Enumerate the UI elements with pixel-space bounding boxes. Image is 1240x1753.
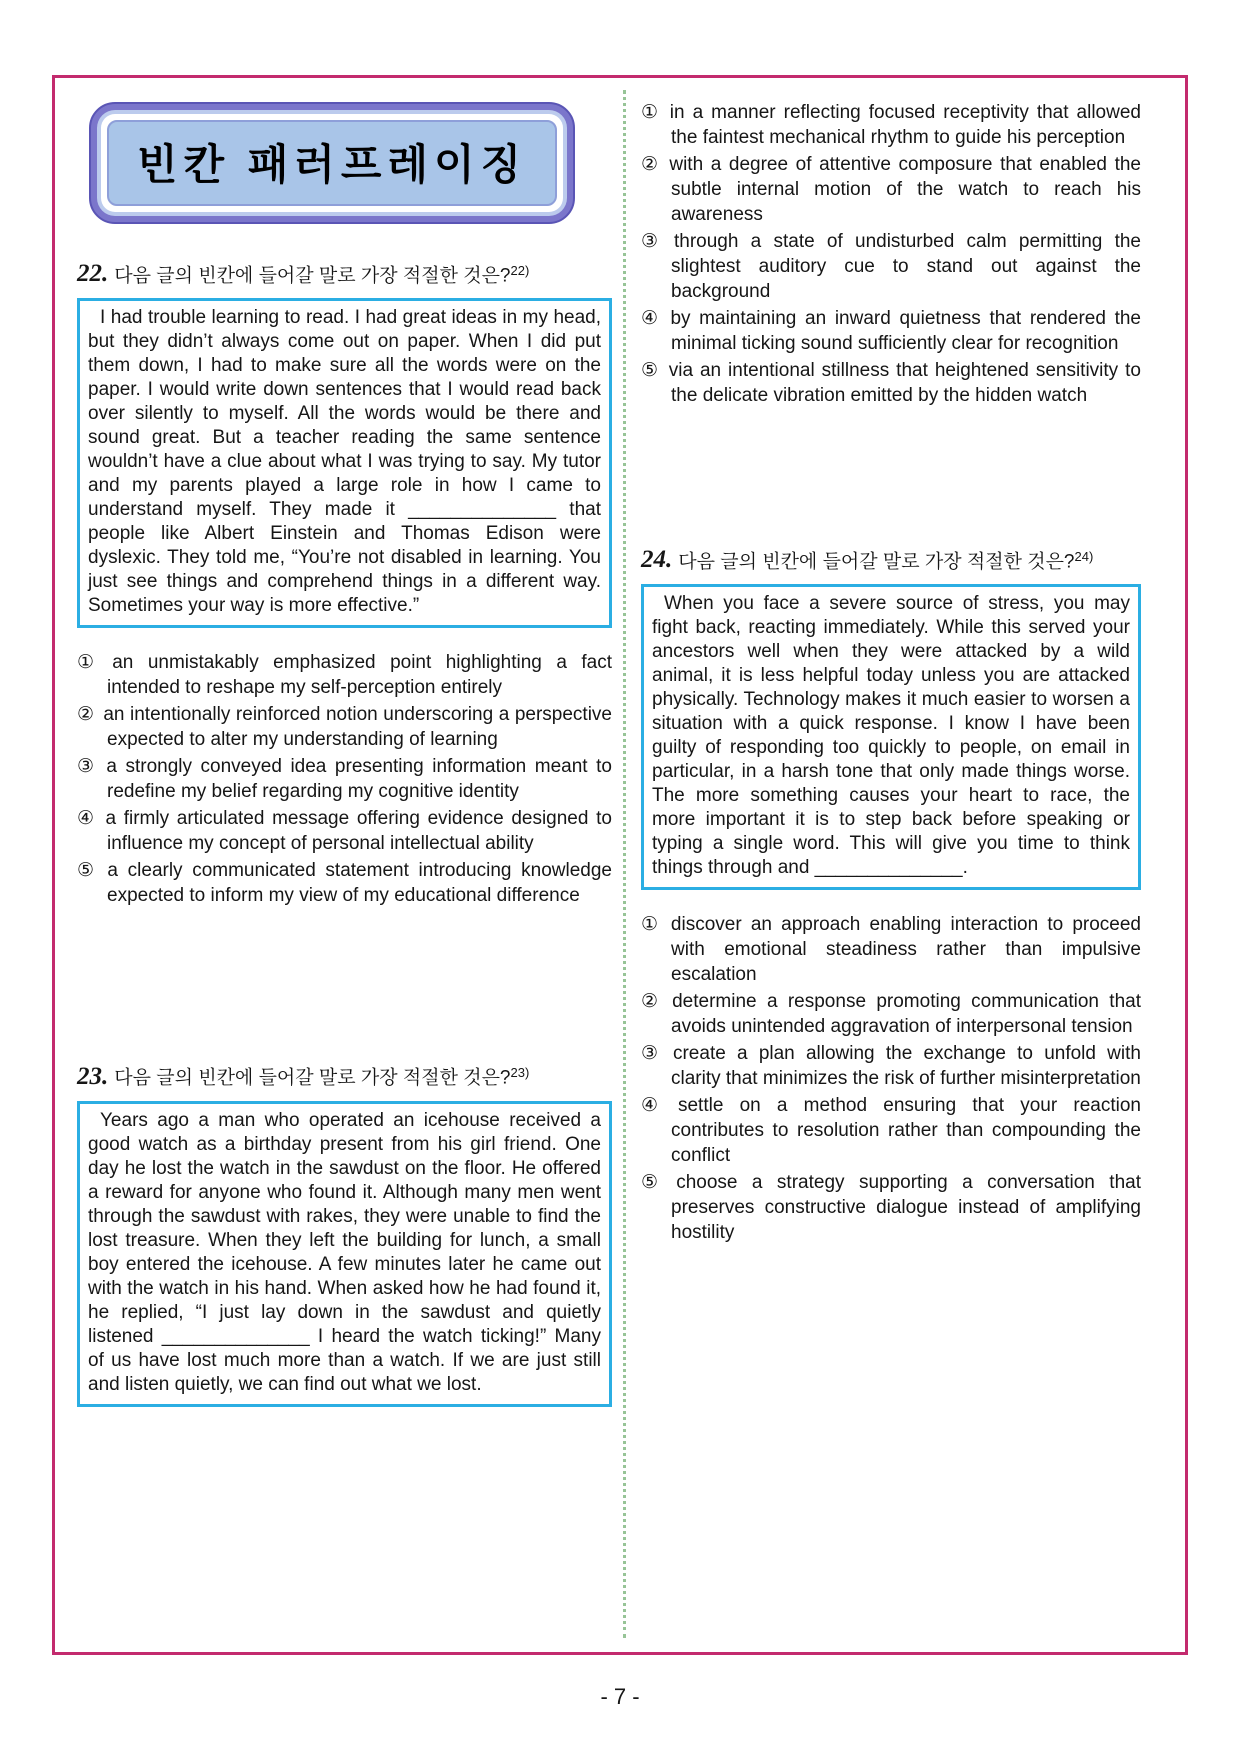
question-24-option-3 — [641, 1041, 1141, 1091]
question-22-footnote-ref: 22) — [510, 263, 530, 278]
question-23-passage-box: Years ago a man who operated an icehouse received a good watch as a birthday present from his girl friend. One day he lost the watch in the sawdust on the floor. He offered a reward for anyone who found it. Although many men went through the sawdust with rakes, they were unable to find the lost treasure. When they left the building for lunch, a small boy entered the icehouse. A few minutes later he came out with the watch in his hand. When asked how he had found it, he replied, “I just lay down in the sawdust and quietly listened ______________ I heard the watch ticking!” Many of us have lost much more than a watch. If we are just still and listen quietly, we can find out what we lost. — [77, 1101, 612, 1407]
question-24-prompt: 다음 글의 빈칸에 들어갈 말로 가장 적절한 것은? — [678, 551, 1075, 573]
circled-3-icon: ③ — [641, 231, 665, 252]
page-frame — [52, 75, 1188, 1655]
right-column — [641, 100, 1141, 1247]
option-text: via an intentional stillness that heightened sensitivity to the delicate vibration emitted by the hidden watch — [668, 360, 1141, 406]
option-text: by maintaining an inward quietness that rendered the minimal ticking sound sufficiently clear for recognition — [670, 308, 1141, 354]
question-24-option-1 — [641, 912, 1141, 987]
option-text: determine a response promoting communication that avoids unintended aggravation of interpersonal tension — [671, 991, 1141, 1038]
question-23-options — [641, 100, 1141, 408]
column-divider — [623, 90, 626, 1638]
question-23-option-3 — [641, 229, 1141, 304]
left-column — [77, 98, 612, 1407]
option-text: a strongly conveyed idea presenting information meant to redefine my belief regarding my cognitive identity — [106, 756, 612, 803]
option-text: a firmly articulated message offering evidence designed to influence my concept of personal intellectual ability — [105, 808, 612, 855]
question-24-options — [641, 912, 1141, 1245]
question-22-option-3 — [77, 754, 612, 804]
question-24-header — [641, 544, 1141, 576]
question-24-number: 24. — [641, 546, 673, 574]
circled-3-icon: ③ — [77, 756, 98, 778]
circled-5-icon: ⑤ — [641, 1172, 668, 1194]
option-text: choose a strategy supporting a conversation that preserves constructive dialogue instead of amplifying hostility — [671, 1172, 1141, 1244]
section-title-badge — [89, 102, 575, 224]
circled-2-icon: ② — [641, 154, 661, 175]
option-text: in a manner reflecting focused receptivity that allowed the faintest mechanical rhythm to guide his perception — [669, 102, 1141, 148]
question-22-options — [77, 650, 612, 908]
question-24-option-4 — [641, 1093, 1141, 1168]
circled-5-icon: ⑤ — [641, 360, 660, 381]
circled-2-icon: ② — [77, 704, 95, 726]
question-23-option-1 — [641, 100, 1141, 150]
circled-5-icon: ⑤ — [77, 860, 99, 882]
circled-4-icon: ④ — [641, 1095, 669, 1117]
question-24-passage-box: When you face a severe source of stress, you may fight back, reacting immediately. While this served your ancestors well when they were attacked by a wild animal, it is less helpful today unless you are attacked physically. Technology makes it much easier to worsen a situation with a quick response. I know I have been guilty of responding too quickly to people, on email in particular, in a harsh tone that only made things worse. The more something causes your heart to race, the more important it is to step back before speaking or typing a single word. This will give you time to think things through and ______________. — [641, 584, 1141, 890]
option-text: through a state of undisturbed calm permitting the slightest auditory cue to stand out against the background — [671, 231, 1141, 302]
circled-2-icon: ② — [641, 991, 664, 1013]
circled-1-icon: ① — [641, 102, 661, 123]
circled-1-icon: ① — [641, 914, 662, 936]
question-22-option-2 — [77, 702, 612, 752]
option-text: a clearly communicated statement introducing knowledge expected to inform my view of my educational difference — [107, 860, 612, 907]
question-22-option-5 — [77, 858, 612, 908]
option-text: discover an approach enabling interaction to proceed with emotional steadiness rather than impulsive escalation — [670, 914, 1141, 986]
question-23-prompt: 다음 글의 빈칸에 들어갈 말로 가장 적절한 것은? — [114, 1067, 511, 1089]
question-22-header — [77, 258, 612, 290]
question-23-option-2 — [641, 152, 1141, 227]
option-text: with a degree of attentive composure that enabled the subtle internal motion of the watch to reach his awareness — [669, 154, 1141, 225]
question-22-number: 22. — [77, 260, 109, 288]
question-23-option-5 — [641, 358, 1141, 408]
question-24-option-2 — [641, 989, 1141, 1039]
question-23-footnote-ref: 23) — [510, 1065, 530, 1081]
badge-white-ring — [101, 114, 563, 212]
question-22-passage-box: I had trouble learning to read. I had great ideas in my head, but they didn’t always come out on paper. When I did put them down, I had to make sure all the words were on the paper. I would write down sentences that I would read back over silently to myself. All the words would be there and sound great. But a teacher reading the same sentence wouldn’t have a clue about what I was trying to say. My tutor and my parents played a large role in how I came to understand myself. They made it ______________ that people like Albert Einstein and Thomas Edison were dyslexic. They told me, “You’re not disabled in learning. You just see things and comprehend things in a different way. Sometimes your way is more effective.” — [77, 298, 612, 628]
question-23-number: 23. — [77, 1062, 109, 1090]
circled-3-icon: ③ — [641, 1043, 664, 1065]
question-23-option-4 — [641, 306, 1141, 356]
circled-1-icon: ① — [77, 652, 104, 674]
option-text: settle on a method ensuring that your reaction contributes to resolution rather than compounding the conflict — [671, 1095, 1141, 1167]
question-22-option-1 — [77, 650, 612, 700]
question-22-prompt: 다음 글의 빈칸에 들어갈 말로 가장 적절한 것은? — [114, 265, 511, 287]
question-24-option-5 — [641, 1170, 1141, 1245]
badge-middle-ring — [97, 110, 567, 216]
question-24-footnote-ref: 24) — [1074, 549, 1094, 564]
option-text: an unmistakably emphasized point highlighting a fact intended to reshape my self-perception entirely — [107, 652, 612, 699]
question-23-header — [77, 1060, 612, 1092]
circled-4-icon: ④ — [641, 308, 662, 329]
circled-4-icon: ④ — [77, 808, 97, 830]
section-title: 빈칸 패러프레이징 — [107, 120, 557, 206]
question-22-option-4 — [77, 806, 612, 856]
option-text: an intentionally reinforced notion underscoring a perspective expected to alter my understanding of learning — [103, 704, 612, 751]
option-text: create a plan allowing the exchange to unfold with clarity that minimizes the risk of further misinterpretation — [671, 1043, 1141, 1090]
page-number: - 7 - — [600, 1684, 640, 1709]
